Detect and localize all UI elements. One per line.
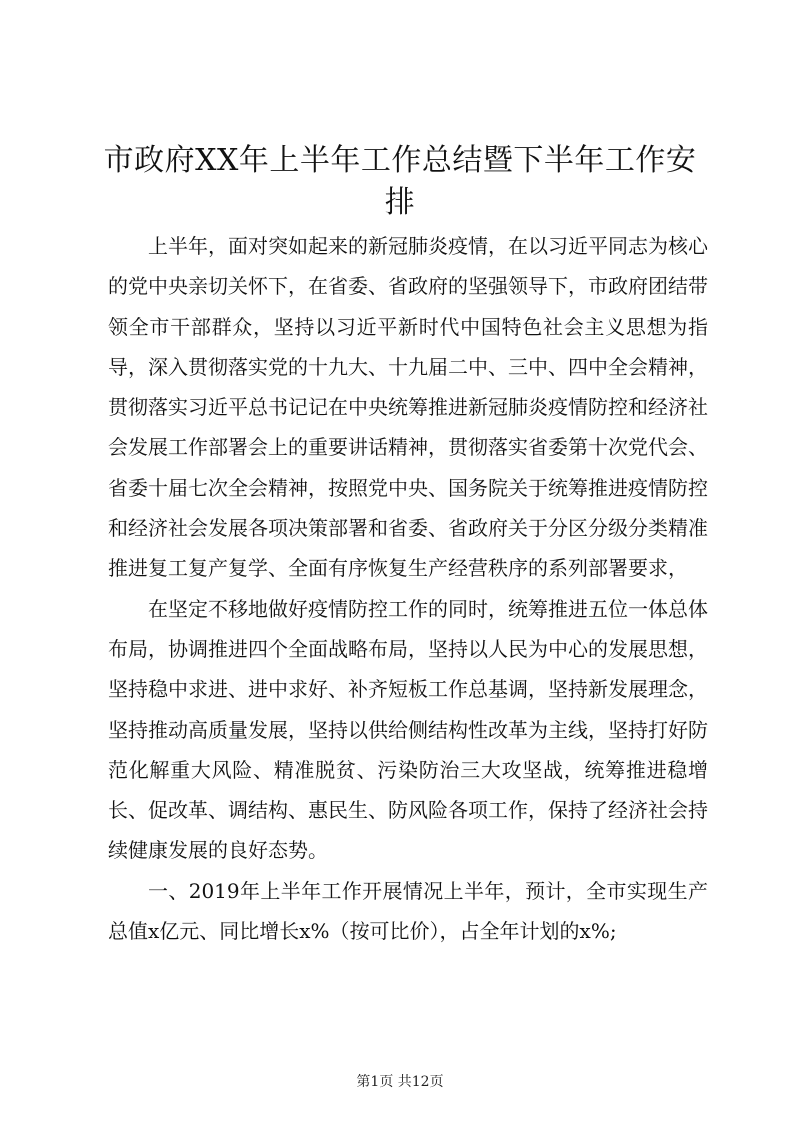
paragraph-2: 在坚定不移地做好疫情防控工作的同时，统筹推进五位一体总体布局，协调推进四个全面战略布局，坚持以人民为中心的发展思想，坚持稳中求进、进中求好、补齐短板工作总基调，坚持新发展理念，坚持推动高质量发展，坚持以供给侧结构性改革为主线，坚持打好防范化解重大风险、精准脱贫、污染防治三大攻坚战，统筹推进稳增长、促改革、调结构、惠民生、防风险各项工作，保持了经济社会持续健康发展的良好态势。 <box>108 596 708 863</box>
paragraph-3: 一、2019年上半年工作开展情况上半年，预计，全市实现生产总值x亿元、同比增长x%（按可比价），占全年计划的x%; <box>108 878 708 944</box>
paragraph-1: 上半年，面对突如起来的新冠肺炎疫情，在以习近平同志为核心的党中央亲切关怀下，在省委、省政府的坚强领导下，市政府团结带领全市干部群众，坚持以习近平新时代中国特色社会主义思想为指导，深入贯彻落实党的十九大、十九届二中、三中、四中全会精神，贯彻落实习近平总书记记在中央统筹推进新冠肺炎疫情防控和经济社会发展工作部署会上的重要讲话精神，贯彻落实省委第十次党代会、省委十届七次全会精神，按照党中央、国务院关于统筹推进疫情防控和经济社会发展各项决策部署和省委、省政府关于分区分级分类精准推进复工复产复学、全面有序恢复生产经营秩序的系列部署要求， <box>108 234 708 581</box>
page-footer: 第1页 共12页 <box>356 1074 444 1090</box>
document-body <box>108 226 708 951</box>
document-title: 市政府XX年上半年工作总结暨下半年工作安排 <box>103 143 697 220</box>
